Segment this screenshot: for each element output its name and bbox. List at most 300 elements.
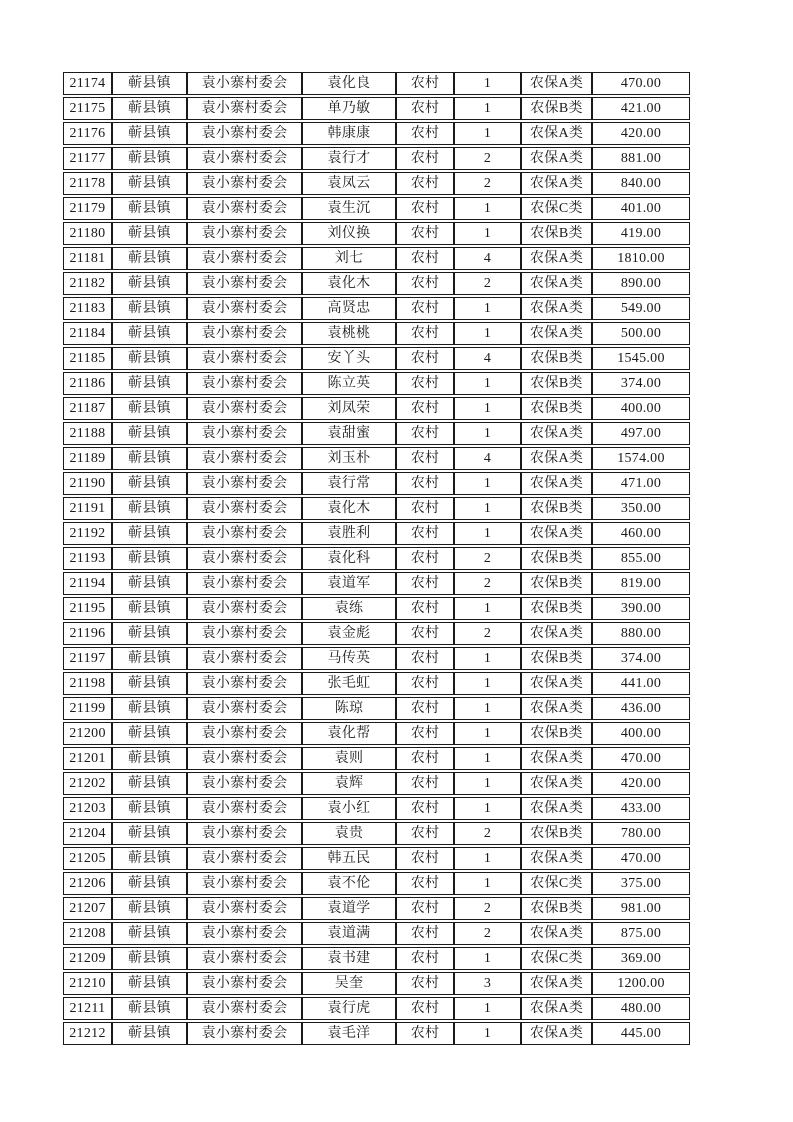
table-row xyxy=(63,647,690,670)
table-row xyxy=(63,397,690,420)
cell-residence-type: 农村 xyxy=(396,372,454,395)
cell-person-name: 刘七 xyxy=(302,247,396,270)
cell-residence-type: 农村 xyxy=(396,622,454,645)
cell-residence-type: 农村 xyxy=(396,797,454,820)
cell-insurance-category: 农保A类 xyxy=(521,272,592,295)
cell-residence-type: 农村 xyxy=(396,522,454,545)
cell-town: 蕲县镇 xyxy=(112,897,187,920)
table-row xyxy=(63,972,690,995)
cell-amount: 549.00 xyxy=(592,297,690,320)
table-row xyxy=(63,1022,690,1045)
cell-residence-type: 农村 xyxy=(396,572,454,595)
cell-insurance-category: 农保A类 xyxy=(521,747,592,770)
cell-person-name: 袁凤云 xyxy=(302,172,396,195)
cell-person-count: 1 xyxy=(454,322,521,345)
cell-amount: 420.00 xyxy=(592,122,690,145)
cell-village-committee: 袁小寨村委会 xyxy=(187,322,302,345)
cell-person-name: 刘仪换 xyxy=(302,222,396,245)
cell-amount: 1200.00 xyxy=(592,972,690,995)
cell-insurance-category: 农保A类 xyxy=(521,772,592,795)
table-row xyxy=(63,572,690,595)
cell-insurance-category: 农保A类 xyxy=(521,522,592,545)
cell-residence-type: 农村 xyxy=(396,647,454,670)
cell-serial-no: 21198 xyxy=(63,672,112,695)
cell-village-committee: 袁小寨村委会 xyxy=(187,897,302,920)
table-row xyxy=(63,547,690,570)
cell-person-name: 袁不伦 xyxy=(302,872,396,895)
cell-town: 蕲县镇 xyxy=(112,872,187,895)
cell-person-count: 4 xyxy=(454,247,521,270)
cell-town: 蕲县镇 xyxy=(112,247,187,270)
cell-village-committee: 袁小寨村委会 xyxy=(187,597,302,620)
cell-town: 蕲县镇 xyxy=(112,722,187,745)
cell-person-count: 1 xyxy=(454,597,521,620)
cell-residence-type: 农村 xyxy=(396,97,454,120)
cell-village-committee: 袁小寨村委会 xyxy=(187,297,302,320)
cell-insurance-category: 农保A类 xyxy=(521,422,592,445)
cell-person-name: 袁道军 xyxy=(302,572,396,595)
cell-town: 蕲县镇 xyxy=(112,72,187,95)
cell-serial-no: 21188 xyxy=(63,422,112,445)
cell-person-name: 袁道满 xyxy=(302,922,396,945)
cell-serial-no: 21174 xyxy=(63,72,112,95)
cell-town: 蕲县镇 xyxy=(112,797,187,820)
pension-roster-table xyxy=(63,70,690,1047)
cell-residence-type: 农村 xyxy=(396,722,454,745)
table-row xyxy=(63,72,690,95)
cell-insurance-category: 农保A类 xyxy=(521,72,592,95)
cell-village-committee: 袁小寨村委会 xyxy=(187,472,302,495)
table-row xyxy=(63,997,690,1020)
cell-residence-type: 农村 xyxy=(396,172,454,195)
cell-town: 蕲县镇 xyxy=(112,422,187,445)
cell-insurance-category: 农保A类 xyxy=(521,247,592,270)
cell-village-committee: 袁小寨村委会 xyxy=(187,572,302,595)
cell-town: 蕲县镇 xyxy=(112,572,187,595)
cell-insurance-category: 农保A类 xyxy=(521,147,592,170)
cell-serial-no: 21190 xyxy=(63,472,112,495)
cell-serial-no: 21189 xyxy=(63,447,112,470)
cell-village-committee: 袁小寨村委会 xyxy=(187,422,302,445)
table-row xyxy=(63,947,690,970)
cell-town: 蕲县镇 xyxy=(112,372,187,395)
cell-serial-no: 21192 xyxy=(63,522,112,545)
cell-person-count: 1 xyxy=(454,397,521,420)
cell-person-name: 陈琼 xyxy=(302,697,396,720)
cell-amount: 390.00 xyxy=(592,597,690,620)
cell-village-committee: 袁小寨村委会 xyxy=(187,247,302,270)
cell-insurance-category: 农保A类 xyxy=(521,997,592,1020)
cell-insurance-category: 农保A类 xyxy=(521,322,592,345)
table-row xyxy=(63,122,690,145)
cell-person-name: 高贤忠 xyxy=(302,297,396,320)
cell-insurance-category: 农保B类 xyxy=(521,347,592,370)
cell-village-committee: 袁小寨村委会 xyxy=(187,272,302,295)
cell-insurance-category: 农保A类 xyxy=(521,447,592,470)
cell-insurance-category: 农保C类 xyxy=(521,947,592,970)
cell-town: 蕲县镇 xyxy=(112,672,187,695)
cell-village-committee: 袁小寨村委会 xyxy=(187,622,302,645)
cell-residence-type: 农村 xyxy=(396,497,454,520)
cell-town: 蕲县镇 xyxy=(112,1022,187,1045)
cell-town: 蕲县镇 xyxy=(112,497,187,520)
cell-person-count: 4 xyxy=(454,347,521,370)
table-row xyxy=(63,747,690,770)
cell-serial-no: 21211 xyxy=(63,997,112,1020)
cell-serial-no: 21201 xyxy=(63,747,112,770)
cell-amount: 875.00 xyxy=(592,922,690,945)
cell-serial-no: 21200 xyxy=(63,722,112,745)
cell-person-count: 1 xyxy=(454,97,521,120)
cell-amount: 374.00 xyxy=(592,647,690,670)
cell-serial-no: 21197 xyxy=(63,647,112,670)
cell-amount: 419.00 xyxy=(592,222,690,245)
cell-town: 蕲县镇 xyxy=(112,222,187,245)
cell-amount: 981.00 xyxy=(592,897,690,920)
cell-insurance-category: 农保A类 xyxy=(521,122,592,145)
cell-village-committee: 袁小寨村委会 xyxy=(187,672,302,695)
cell-village-committee: 袁小寨村委会 xyxy=(187,797,302,820)
cell-town: 蕲县镇 xyxy=(112,397,187,420)
cell-village-committee: 袁小寨村委会 xyxy=(187,347,302,370)
cell-village-committee: 袁小寨村委会 xyxy=(187,97,302,120)
table-row xyxy=(63,97,690,120)
table-row xyxy=(63,797,690,820)
cell-village-committee: 袁小寨村委会 xyxy=(187,847,302,870)
cell-town: 蕲县镇 xyxy=(112,122,187,145)
cell-serial-no: 21183 xyxy=(63,297,112,320)
cell-person-name: 马传英 xyxy=(302,647,396,670)
cell-residence-type: 农村 xyxy=(396,972,454,995)
table-row xyxy=(63,422,690,445)
cell-residence-type: 农村 xyxy=(396,597,454,620)
table-row xyxy=(63,447,690,470)
cell-serial-no: 21196 xyxy=(63,622,112,645)
cell-residence-type: 农村 xyxy=(396,872,454,895)
cell-person-count: 1 xyxy=(454,697,521,720)
cell-serial-no: 21191 xyxy=(63,497,112,520)
cell-residence-type: 农村 xyxy=(396,747,454,770)
table-row xyxy=(63,472,690,495)
cell-person-count: 1 xyxy=(454,522,521,545)
cell-village-committee: 袁小寨村委会 xyxy=(187,522,302,545)
cell-residence-type: 农村 xyxy=(396,672,454,695)
table-body xyxy=(63,72,690,1045)
cell-insurance-category: 农保A类 xyxy=(521,697,592,720)
table-row xyxy=(63,222,690,245)
cell-person-count: 1 xyxy=(454,722,521,745)
cell-person-name: 袁辉 xyxy=(302,772,396,795)
cell-person-name: 袁金彪 xyxy=(302,622,396,645)
cell-village-committee: 袁小寨村委会 xyxy=(187,497,302,520)
cell-insurance-category: 农保A类 xyxy=(521,172,592,195)
cell-village-committee: 袁小寨村委会 xyxy=(187,1022,302,1045)
cell-person-name: 袁化帮 xyxy=(302,722,396,745)
cell-village-committee: 袁小寨村委会 xyxy=(187,447,302,470)
cell-town: 蕲县镇 xyxy=(112,147,187,170)
cell-village-committee: 袁小寨村委会 xyxy=(187,197,302,220)
cell-person-count: 1 xyxy=(454,997,521,1020)
cell-insurance-category: 农保B类 xyxy=(521,647,592,670)
table-row xyxy=(63,297,690,320)
cell-person-name: 袁道学 xyxy=(302,897,396,920)
cell-serial-no: 21208 xyxy=(63,922,112,945)
cell-person-name: 袁化科 xyxy=(302,547,396,570)
cell-person-count: 1 xyxy=(454,297,521,320)
cell-person-count: 1 xyxy=(454,947,521,970)
cell-town: 蕲县镇 xyxy=(112,172,187,195)
cell-amount: 470.00 xyxy=(592,847,690,870)
cell-town: 蕲县镇 xyxy=(112,297,187,320)
cell-serial-no: 21187 xyxy=(63,397,112,420)
cell-village-committee: 袁小寨村委会 xyxy=(187,947,302,970)
cell-residence-type: 农村 xyxy=(396,147,454,170)
cell-village-committee: 袁小寨村委会 xyxy=(187,997,302,1020)
cell-village-committee: 袁小寨村委会 xyxy=(187,872,302,895)
cell-residence-type: 农村 xyxy=(396,197,454,220)
cell-serial-no: 21181 xyxy=(63,247,112,270)
cell-amount: 375.00 xyxy=(592,872,690,895)
cell-person-count: 1 xyxy=(454,672,521,695)
table-row xyxy=(63,347,690,370)
cell-town: 蕲县镇 xyxy=(112,597,187,620)
cell-residence-type: 农村 xyxy=(396,272,454,295)
cell-insurance-category: 农保B类 xyxy=(521,397,592,420)
cell-amount: 1545.00 xyxy=(592,347,690,370)
cell-serial-no: 21176 xyxy=(63,122,112,145)
cell-town: 蕲县镇 xyxy=(112,647,187,670)
cell-town: 蕲县镇 xyxy=(112,322,187,345)
table-row xyxy=(63,247,690,270)
table-row xyxy=(63,147,690,170)
cell-person-name: 袁化木 xyxy=(302,272,396,295)
cell-amount: 441.00 xyxy=(592,672,690,695)
cell-town: 蕲县镇 xyxy=(112,622,187,645)
cell-serial-no: 21180 xyxy=(63,222,112,245)
cell-insurance-category: 农保B类 xyxy=(521,822,592,845)
cell-residence-type: 农村 xyxy=(396,772,454,795)
cell-amount: 780.00 xyxy=(592,822,690,845)
cell-amount: 445.00 xyxy=(592,1022,690,1045)
cell-residence-type: 农村 xyxy=(396,247,454,270)
cell-village-committee: 袁小寨村委会 xyxy=(187,972,302,995)
cell-person-name: 袁行才 xyxy=(302,147,396,170)
cell-village-committee: 袁小寨村委会 xyxy=(187,122,302,145)
cell-insurance-category: 农保A类 xyxy=(521,1022,592,1045)
cell-amount: 369.00 xyxy=(592,947,690,970)
cell-residence-type: 农村 xyxy=(396,997,454,1020)
cell-town: 蕲县镇 xyxy=(112,547,187,570)
cell-person-name: 刘玉朴 xyxy=(302,447,396,470)
cell-residence-type: 农村 xyxy=(396,322,454,345)
cell-residence-type: 农村 xyxy=(396,422,454,445)
cell-amount: 1574.00 xyxy=(592,447,690,470)
cell-insurance-category: 农保B类 xyxy=(521,372,592,395)
cell-person-count: 2 xyxy=(454,547,521,570)
table-row xyxy=(63,872,690,895)
cell-amount: 471.00 xyxy=(592,472,690,495)
cell-person-name: 袁则 xyxy=(302,747,396,770)
cell-serial-no: 21179 xyxy=(63,197,112,220)
cell-village-committee: 袁小寨村委会 xyxy=(187,547,302,570)
cell-insurance-category: 农保B类 xyxy=(521,722,592,745)
cell-residence-type: 农村 xyxy=(396,447,454,470)
cell-person-name: 袁生沉 xyxy=(302,197,396,220)
cell-serial-no: 21195 xyxy=(63,597,112,620)
cell-person-count: 1 xyxy=(454,122,521,145)
cell-town: 蕲县镇 xyxy=(112,772,187,795)
cell-village-committee: 袁小寨村委会 xyxy=(187,647,302,670)
cell-serial-no: 21184 xyxy=(63,322,112,345)
cell-insurance-category: 农保B类 xyxy=(521,547,592,570)
cell-person-name: 袁练 xyxy=(302,597,396,620)
cell-insurance-category: 农保B类 xyxy=(521,97,592,120)
cell-person-name: 袁小红 xyxy=(302,797,396,820)
cell-person-count: 1 xyxy=(454,797,521,820)
cell-serial-no: 21210 xyxy=(63,972,112,995)
cell-person-count: 1 xyxy=(454,372,521,395)
cell-town: 蕲县镇 xyxy=(112,697,187,720)
cell-person-count: 4 xyxy=(454,447,521,470)
cell-amount: 881.00 xyxy=(592,147,690,170)
table-row xyxy=(63,172,690,195)
cell-amount: 420.00 xyxy=(592,772,690,795)
cell-town: 蕲县镇 xyxy=(112,822,187,845)
cell-person-name: 袁胜利 xyxy=(302,522,396,545)
table-row xyxy=(63,772,690,795)
cell-serial-no: 21178 xyxy=(63,172,112,195)
cell-person-count: 1 xyxy=(454,197,521,220)
cell-amount: 433.00 xyxy=(592,797,690,820)
cell-village-committee: 袁小寨村委会 xyxy=(187,72,302,95)
cell-person-count: 1 xyxy=(454,747,521,770)
cell-town: 蕲县镇 xyxy=(112,447,187,470)
cell-village-committee: 袁小寨村委会 xyxy=(187,372,302,395)
cell-insurance-category: 农保B类 xyxy=(521,897,592,920)
cell-residence-type: 农村 xyxy=(396,847,454,870)
cell-residence-type: 农村 xyxy=(396,72,454,95)
cell-person-name: 陈立英 xyxy=(302,372,396,395)
cell-insurance-category: 农保C类 xyxy=(521,872,592,895)
cell-residence-type: 农村 xyxy=(396,922,454,945)
cell-person-count: 2 xyxy=(454,897,521,920)
cell-serial-no: 21204 xyxy=(63,822,112,845)
cell-person-count: 2 xyxy=(454,272,521,295)
cell-village-committee: 袁小寨村委会 xyxy=(187,147,302,170)
table-row xyxy=(63,622,690,645)
cell-serial-no: 21199 xyxy=(63,697,112,720)
cell-serial-no: 21175 xyxy=(63,97,112,120)
cell-insurance-category: 农保A类 xyxy=(521,972,592,995)
cell-insurance-category: 农保C类 xyxy=(521,197,592,220)
cell-insurance-category: 农保A类 xyxy=(521,622,592,645)
cell-serial-no: 21203 xyxy=(63,797,112,820)
cell-serial-no: 21177 xyxy=(63,147,112,170)
cell-insurance-category: 农保A类 xyxy=(521,297,592,320)
cell-village-committee: 袁小寨村委会 xyxy=(187,697,302,720)
cell-serial-no: 21212 xyxy=(63,1022,112,1045)
cell-town: 蕲县镇 xyxy=(112,97,187,120)
cell-serial-no: 21206 xyxy=(63,872,112,895)
cell-residence-type: 农村 xyxy=(396,347,454,370)
cell-town: 蕲县镇 xyxy=(112,947,187,970)
cell-amount: 374.00 xyxy=(592,372,690,395)
cell-town: 蕲县镇 xyxy=(112,272,187,295)
cell-person-name: 袁行常 xyxy=(302,472,396,495)
cell-residence-type: 农村 xyxy=(396,397,454,420)
cell-residence-type: 农村 xyxy=(396,822,454,845)
cell-person-name: 袁书建 xyxy=(302,947,396,970)
cell-village-committee: 袁小寨村委会 xyxy=(187,922,302,945)
cell-serial-no: 21193 xyxy=(63,547,112,570)
cell-person-count: 2 xyxy=(454,922,521,945)
cell-amount: 401.00 xyxy=(592,197,690,220)
cell-serial-no: 21185 xyxy=(63,347,112,370)
cell-person-name: 袁甜蜜 xyxy=(302,422,396,445)
cell-amount: 880.00 xyxy=(592,622,690,645)
cell-person-name: 安丫头 xyxy=(302,347,396,370)
cell-town: 蕲县镇 xyxy=(112,747,187,770)
cell-residence-type: 农村 xyxy=(396,297,454,320)
cell-residence-type: 农村 xyxy=(396,122,454,145)
cell-person-count: 2 xyxy=(454,822,521,845)
cell-serial-no: 21209 xyxy=(63,947,112,970)
cell-village-committee: 袁小寨村委会 xyxy=(187,747,302,770)
table-row xyxy=(63,897,690,920)
cell-person-count: 1 xyxy=(454,1022,521,1045)
cell-town: 蕲县镇 xyxy=(112,997,187,1020)
cell-person-count: 1 xyxy=(454,422,521,445)
cell-amount: 500.00 xyxy=(592,322,690,345)
cell-amount: 350.00 xyxy=(592,497,690,520)
cell-town: 蕲县镇 xyxy=(112,922,187,945)
cell-amount: 470.00 xyxy=(592,747,690,770)
cell-person-name: 韩康康 xyxy=(302,122,396,145)
cell-person-count: 1 xyxy=(454,72,521,95)
cell-insurance-category: 农保B类 xyxy=(521,222,592,245)
cell-insurance-category: 农保B类 xyxy=(521,572,592,595)
cell-person-count: 1 xyxy=(454,772,521,795)
cell-amount: 470.00 xyxy=(592,72,690,95)
cell-residence-type: 农村 xyxy=(396,547,454,570)
cell-serial-no: 21205 xyxy=(63,847,112,870)
cell-insurance-category: 农保A类 xyxy=(521,797,592,820)
cell-person-count: 1 xyxy=(454,497,521,520)
cell-person-count: 1 xyxy=(454,647,521,670)
cell-person-name: 刘凤荣 xyxy=(302,397,396,420)
cell-amount: 460.00 xyxy=(592,522,690,545)
cell-village-committee: 袁小寨村委会 xyxy=(187,397,302,420)
cell-residence-type: 农村 xyxy=(396,697,454,720)
cell-serial-no: 21182 xyxy=(63,272,112,295)
cell-insurance-category: 农保B类 xyxy=(521,497,592,520)
cell-town: 蕲县镇 xyxy=(112,472,187,495)
cell-amount: 840.00 xyxy=(592,172,690,195)
table-row xyxy=(63,197,690,220)
cell-person-count: 1 xyxy=(454,872,521,895)
table-row xyxy=(63,372,690,395)
cell-village-committee: 袁小寨村委会 xyxy=(187,172,302,195)
cell-amount: 436.00 xyxy=(592,697,690,720)
cell-person-name: 袁行虎 xyxy=(302,997,396,1020)
table-row xyxy=(63,597,690,620)
table-row xyxy=(63,722,690,745)
cell-residence-type: 农村 xyxy=(396,897,454,920)
cell-town: 蕲县镇 xyxy=(112,347,187,370)
cell-person-count: 2 xyxy=(454,622,521,645)
table-row xyxy=(63,697,690,720)
cell-person-count: 1 xyxy=(454,847,521,870)
